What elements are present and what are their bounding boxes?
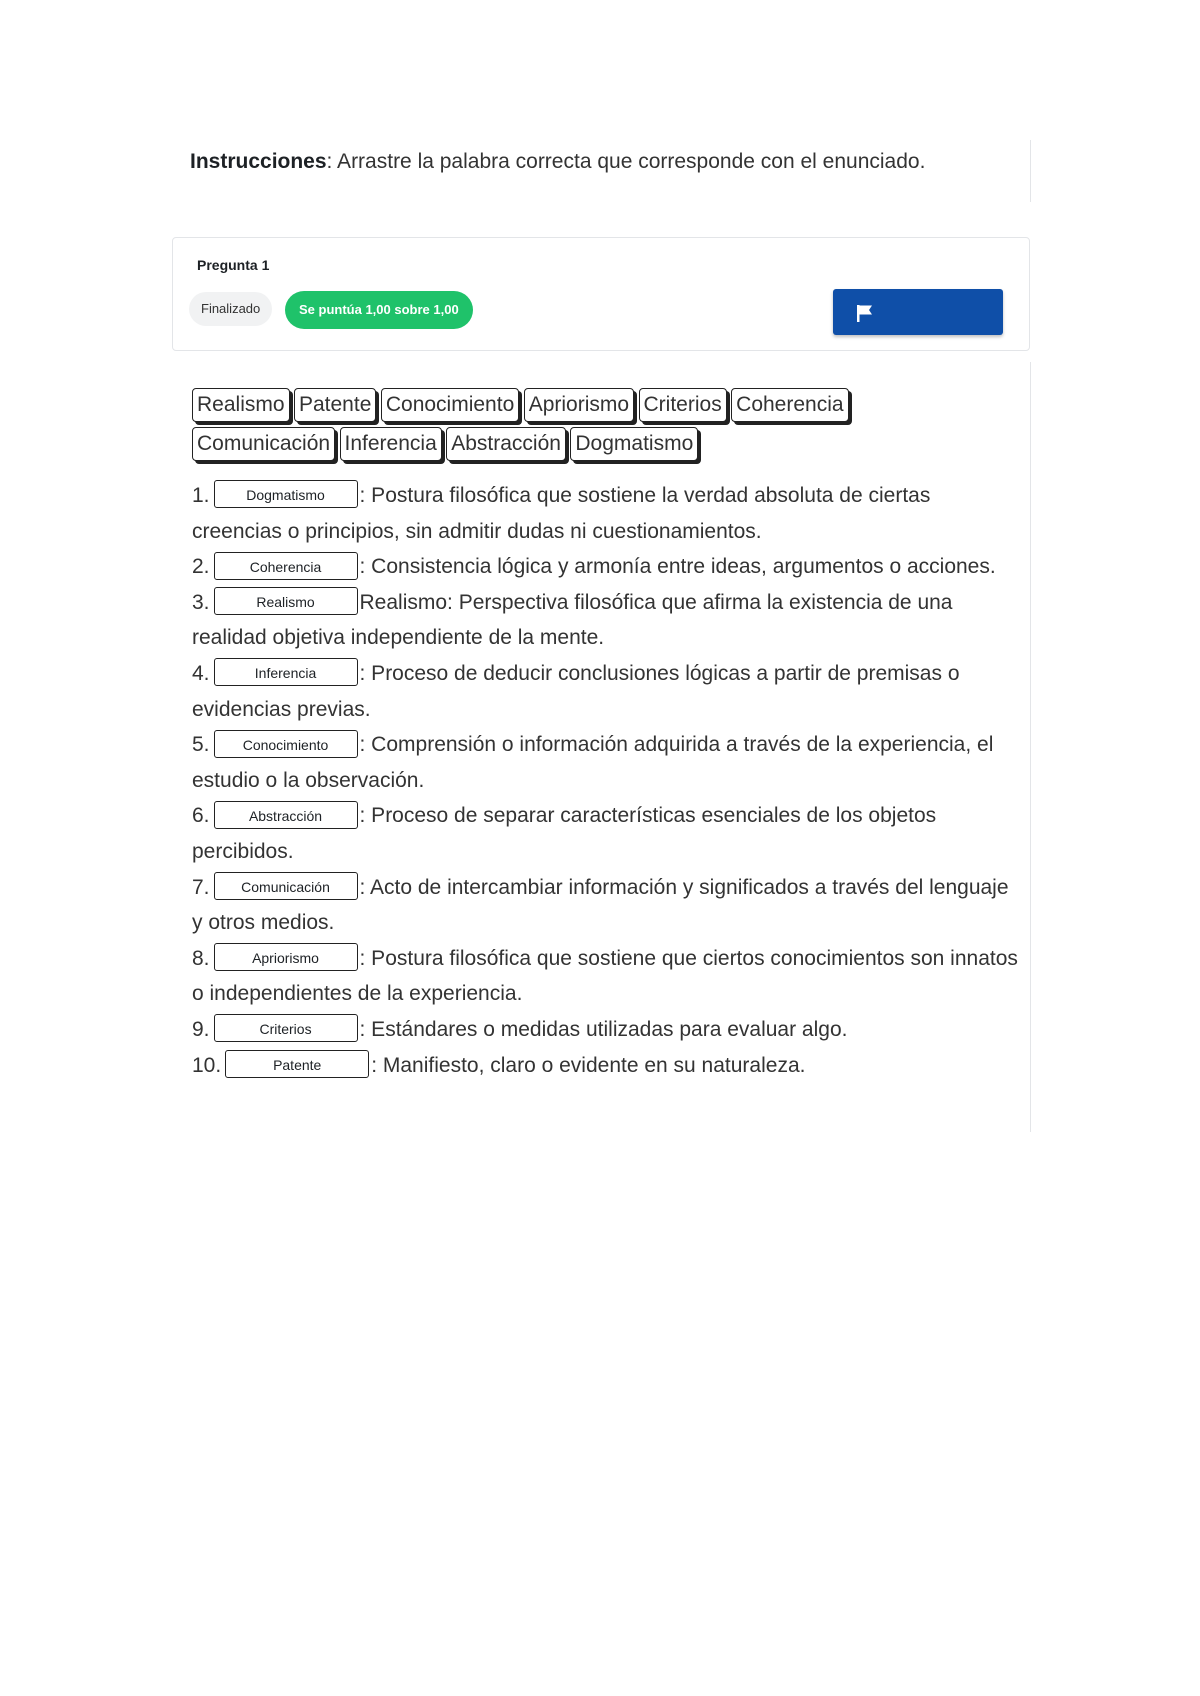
question-item [192, 549, 1022, 585]
drop-zone-6[interactable]: Abstracción [214, 801, 358, 829]
drop-zone-9[interactable]: Criterios [214, 1014, 358, 1042]
drop-zone-3[interactable]: Realismo [214, 587, 358, 615]
item-text: Realismo: Perspectiva filosófica que afirma la existencia de una realidad objetiva independiente de la mente. [192, 590, 953, 650]
item-text: : Postura filosófica que sostiene la verdad absoluta de ciertas creencias o principios, sin admitir dudas ni cuestionamientos. [192, 484, 931, 543]
drop-zone-4[interactable]: Inferencia [214, 658, 358, 686]
question-info-panel [172, 237, 1030, 351]
draggable-word-apriorismo[interactable]: Apriorismo [524, 388, 634, 422]
draggable-word-criterios[interactable]: Criterios [639, 388, 727, 422]
word-bank [192, 388, 952, 466]
draggable-word-abstracción[interactable]: Abstracción [446, 427, 566, 461]
item-text: : Postura filosófica que sostiene que ciertos conocimientos son innatos o independientes de la experiencia. [192, 946, 1018, 1006]
instructions-text [190, 150, 925, 174]
drop-zone-10[interactable]: Patente [225, 1050, 369, 1078]
question-item [192, 727, 1022, 798]
question-item [192, 478, 1022, 549]
item-text: : Estándares o medidas utilizadas para evaluar algo. [359, 1017, 848, 1041]
draggable-word-patente[interactable]: Patente [294, 388, 376, 422]
question-item [192, 1048, 1022, 1084]
item-number: 7. [192, 875, 210, 899]
item-number: 5. [192, 733, 210, 757]
item-text: : Comprensión o información adquirida a través de la experiencia, el estudio o la observación. [192, 733, 994, 792]
draggable-word-inferencia[interactable]: Inferencia [340, 427, 442, 461]
question-list [192, 478, 1022, 1083]
question-item [192, 870, 1022, 941]
item-number: 4. [192, 661, 210, 685]
draggable-word-comunicación[interactable]: Comunicación [192, 427, 335, 461]
item-number: 2. [192, 555, 210, 579]
drop-zone-8[interactable]: Apriorismo [214, 943, 358, 971]
question-item [192, 585, 1022, 656]
item-text: : Manifiesto, claro o evidente en su naturaleza. [371, 1053, 806, 1077]
item-text: : Consistencia lógica y armonía entre ideas, argumentos o acciones. [359, 555, 996, 579]
draggable-word-conocimiento[interactable]: Conocimiento [381, 388, 519, 422]
question-item [192, 798, 1022, 869]
item-number: 9. [192, 1017, 210, 1041]
item-text: : Acto de intercambiar información y significados a través del lenguaje y otros medios. [192, 875, 1009, 935]
item-text: : Proceso de separar características esenciales de los objetos percibidos. [192, 804, 937, 863]
grade-badge: Se puntúa 1,00 sobre 1,00 [285, 291, 473, 329]
item-number: 6. [192, 804, 210, 828]
drop-zone-2[interactable]: Coherencia [214, 552, 358, 580]
draggable-word-coherencia[interactable]: Coherencia [731, 388, 848, 422]
instructions-body: : Arrastre la palabra correcta que corresponde con el enunciado. [326, 150, 926, 173]
item-number: 10. [192, 1053, 222, 1077]
instructions-panel [172, 140, 1031, 202]
item-number: 8. [192, 946, 210, 970]
question-item [192, 656, 1022, 727]
state-badge: Finalizado [189, 292, 272, 326]
draggable-word-dogmatismo[interactable]: Dogmatismo [570, 427, 698, 461]
drop-zone-1[interactable]: Dogmatismo [214, 480, 358, 508]
question-item [192, 1012, 1022, 1048]
question-item [192, 941, 1022, 1012]
question-content [172, 362, 1031, 1132]
drop-zone-7[interactable]: Comunicación [214, 872, 358, 900]
flag-icon [855, 303, 875, 323]
item-text: : Proceso de deducir conclusiones lógicas a partir de premisas o evidencias previas. [192, 661, 960, 721]
question-number: Pregunta 1 [197, 257, 270, 273]
item-number: 1. [192, 484, 210, 507]
item-number: 3. [192, 590, 210, 614]
draggable-word-realismo[interactable]: Realismo [192, 388, 290, 422]
instructions-label: Instrucciones [190, 150, 327, 173]
flag-question-button[interactable] [833, 289, 1003, 335]
drop-zone-5[interactable]: Conocimiento [214, 730, 358, 758]
